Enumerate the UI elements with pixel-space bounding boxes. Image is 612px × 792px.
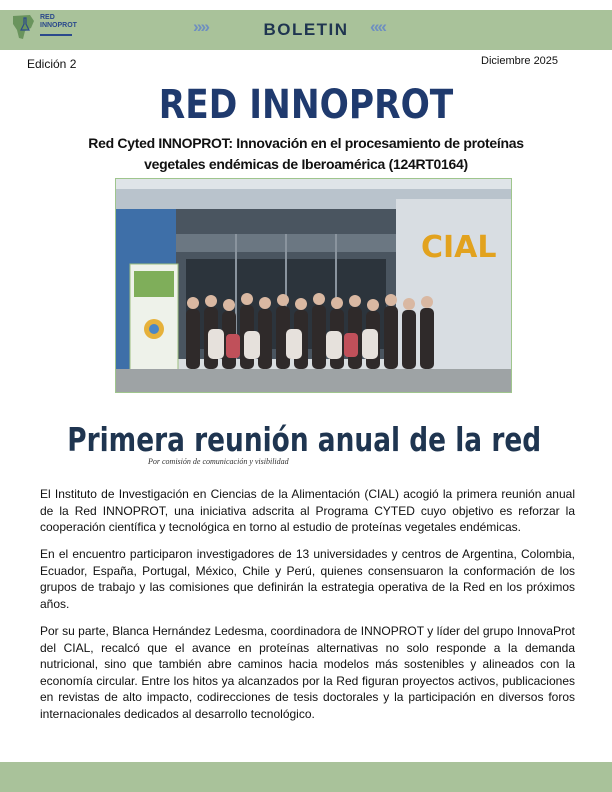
- chevrons-left-icon: ««: [370, 17, 385, 36]
- cial-sign: CIAL: [421, 230, 497, 265]
- page-title: RED INNOPROT: [158, 82, 454, 128]
- chevrons-right-icon: »»: [193, 17, 208, 36]
- page-subtitle: Red Cyted INNOPROT: Innovación en el procesamiento de proteínas vegetales endémicas de Iberoamérica (124RT0164): [88, 135, 524, 172]
- footer-band: [0, 762, 612, 792]
- article-paragraph: El Instituto de Investigación en Ciencias de la Alimentación (CIAL) acogió la primera reunión anual de la Red INNOPROT, una iniciativa adscrita al Programa CYTED cuyo objetivo es reforzar la cooperación científica y tecnológica en torno al estudio de proteínas vegetales endémicas.: [40, 487, 575, 534]
- group-photo: [115, 178, 512, 393]
- group-photo-illustration: [116, 179, 512, 393]
- date-label: Diciembre 2025: [481, 55, 559, 67]
- article-byline: Por comisión de comunicación y visibilidad: [148, 457, 289, 466]
- article-heading: Primera reunión anual de la red: [67, 420, 542, 459]
- article-paragraph: En el encuentro participaron investigadores de 13 universidades y centros de Argentina, Colombia, Ecuador, España, Portugal, México, Chile y Perú, quienes consensuaron la conformación de los grupos de trabajo y las comisiones que definirán la estrategia operativa de la Red en los próximos años.: [40, 547, 575, 611]
- edition-label: Edición 2: [27, 57, 77, 71]
- logo-wordmark: RED INNOPROT: [40, 14, 77, 29]
- newsletter-label: BOLETIN: [263, 20, 349, 39]
- article-paragraph: Por su parte, Blanca Hernández Ledesma, coordinadora de INNOPROT y líder del grupo InnovaProt del CIAL, recalcó que el avance en proteínas alternativas no solo responde a la demanda nutricional, sino que también abre caminos hacia modelos más sostenibles y alineados con la economía circular. Entre los hitos ya alcanzados por la Red figuran proyectos activos, publicaciones en revistas de alto impacto, codirecciones de tesis doctorales y la participación en diversos foros internacionales dedicados al desarrollo tecnológico.: [40, 624, 575, 721]
